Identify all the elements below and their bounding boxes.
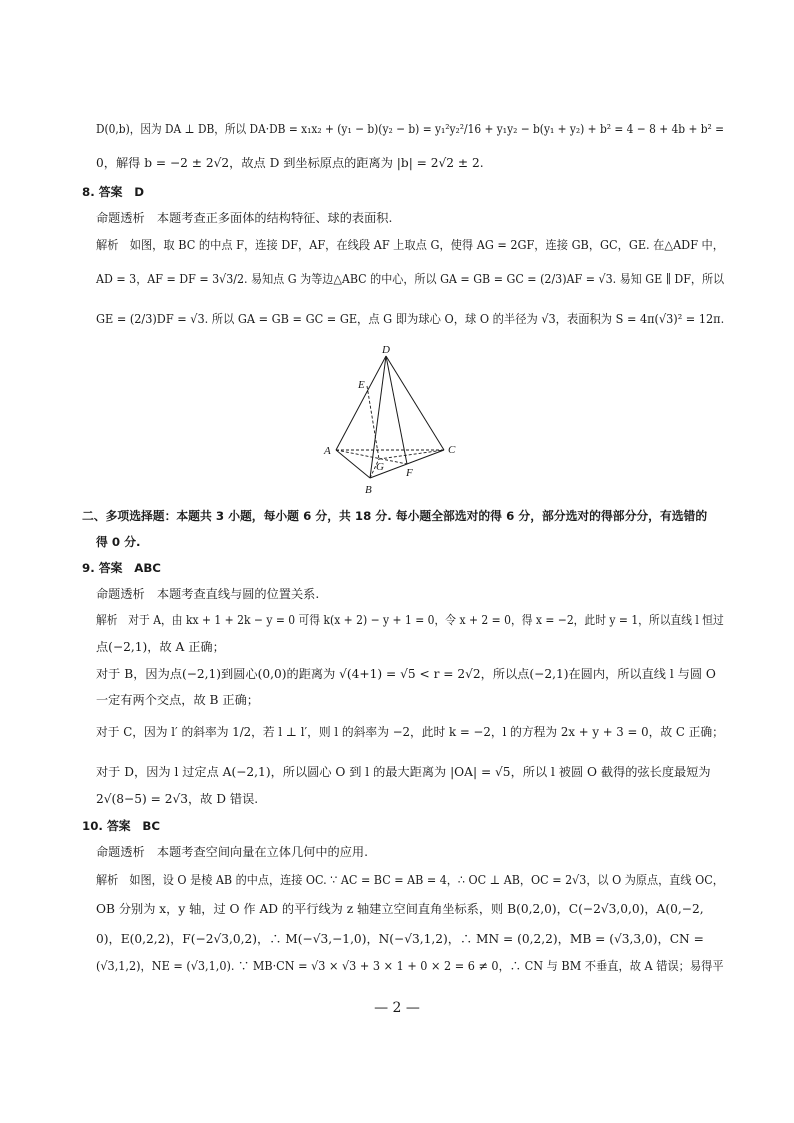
q8-jiexi-line-2: AD = 3，AF = DF = 3√3/2. 易知点 G 为等边△ABC 的中心，所以 GA = GB = GC = (2/3)AF = √3. 易知 GE ∥ DF，所以: [96, 272, 725, 286]
q9-option-d-line-1: 对于 D，因为 l 过定点 A(−2,1)，所以圆心 O 到 l 的最大距离为 |OA| = √5，所以 l 被圆 O 截得的弦长度最短为: [96, 765, 711, 779]
label-G: G: [376, 461, 384, 473]
q8-mingti: 命题透析 本题考查正多面体的结构特征、球的表面积.: [96, 211, 393, 225]
label-C: C: [448, 444, 456, 456]
label-E: E: [358, 379, 365, 391]
tetrahedron-figure: [318, 340, 468, 500]
label-B: B: [365, 484, 372, 496]
q8-jiexi-line-3: GE = (2/3)DF = √3. 所以 GA = GB = GC = GE，点 G 即为球心 O，球 O 的半径为 √3，表面积为 S = 4π(√3)² = 12π.: [96, 312, 725, 326]
q10-jiexi-line-3: 0)，E(0,2,2)，F(−2√3,0,2)，∴ M(−√3,−1,0)，N(−√3,1,2)，∴ MN = (0,2,2)，MB = (√3,3,0)，CN =: [96, 932, 704, 946]
q9-mingti: 命题透析 本题考查直线与圆的位置关系.: [96, 587, 320, 601]
q10-answer-heading: 10. 答案 BC: [82, 819, 161, 833]
q8-answer-heading: 8. 答案 D: [82, 185, 144, 199]
q8-jiexi-line-1: 解析 如图，取 BC 的中点 F，连接 DF，AF，在线段 AF 上取点 G，使得 AG = 2GF，连接 GB，GC，GE. 在△ADF 中，: [96, 238, 725, 252]
q7-continuation-line-2: 0，解得 b = −2 ± 2√2，故点 D 到坐标原点的距离为 |b| = 2√2 ± 2.: [96, 156, 484, 170]
section-2-heading-line-1: 二、多项选择题：本题共 3 小题，每小题 6 分，共 18 分. 每小题全部选对的得 6 分，部分选对的得部分分，有选错的: [82, 509, 708, 523]
page-number: — 2 —: [374, 1000, 420, 1016]
q10-jiexi-line-2: OB 分别为 x，y 轴，过 O 作 AD 的平行线为 z 轴建立空间直角坐标系，则 B(0,2,0)，C(−2√3,0,0)，A(0,−2,: [96, 902, 704, 916]
q9-option-b-line-1: 对于 B，因为点(−2,1)到圆心(0,0)的距离为 √(4+1) = √5 < r = 2√2，所以点(−2,1)在圆内，所以直线 l 与圆 O: [96, 667, 716, 681]
q9-option-d-line-2: 2√(8−5) = 2√3，故 D 错误.: [96, 792, 259, 806]
section-2-heading-line-2: 得 0 分.: [96, 535, 141, 549]
q10-jiexi-line-4: (√3,1,2)，NE = (√3,1,0). ∵ MB·CN = √3 × √3 + 3 × 1 + 0 × 2 = 6 ≠ 0，∴ CN 与 BM 不垂直，故 A 错误；易得平: [96, 959, 724, 973]
q7-continuation-line-1: D(0,b)，因为 DA ⊥ DB，所以 DA·DB = x₁x₂ + (y₁ − b)(y₂ − b) = y₁²y₂²/16 + y₁y₂ − b(y₁ + y₂) + b² = 4 − 8 + 4b + b² =: [96, 122, 725, 136]
q9-answer-heading: 9. 答案 ABC: [82, 561, 161, 575]
hidden-segment-GC: [379, 450, 444, 459]
label-A: A: [324, 445, 331, 457]
q9-option-c: 对于 C，因为 l′ 的斜率为 1/2，若 l ⊥ l′，则 l 的斜率为 −2，此时 k = −2，l 的方程为 2x + y + 3 = 0，故 C 正确；: [96, 725, 724, 739]
q10-mingti: 命题透析 本题考查空间向量在立体几何中的应用.: [96, 845, 368, 859]
label-D: D: [382, 344, 390, 356]
edge-DA: [336, 356, 386, 450]
q9-option-a-line-1: 解析 对于 A，由 kx + 1 + 2k − y = 0 可得 k(x + 2) − y + 1 = 0，令 x + 2 = 0，得 x = −2，此时 y = 1，所以直线 l 恒过: [96, 613, 724, 627]
q10-jiexi-line-1: 解析 如图，设 O 是棱 AB 的中点，连接 OC. ∵ AC = BC = AB = 4，∴ OC ⊥ AB，OC = 2√3，以 O 为原点，直线 OC，: [96, 873, 724, 887]
q9-option-b-line-2: 一定有两个交点，故 B 正确；: [96, 693, 259, 707]
label-F: F: [406, 467, 413, 479]
q9-option-a-line-2: 点(−2,1)，故 A 正确；: [96, 640, 225, 654]
edge-AB: [336, 450, 370, 478]
